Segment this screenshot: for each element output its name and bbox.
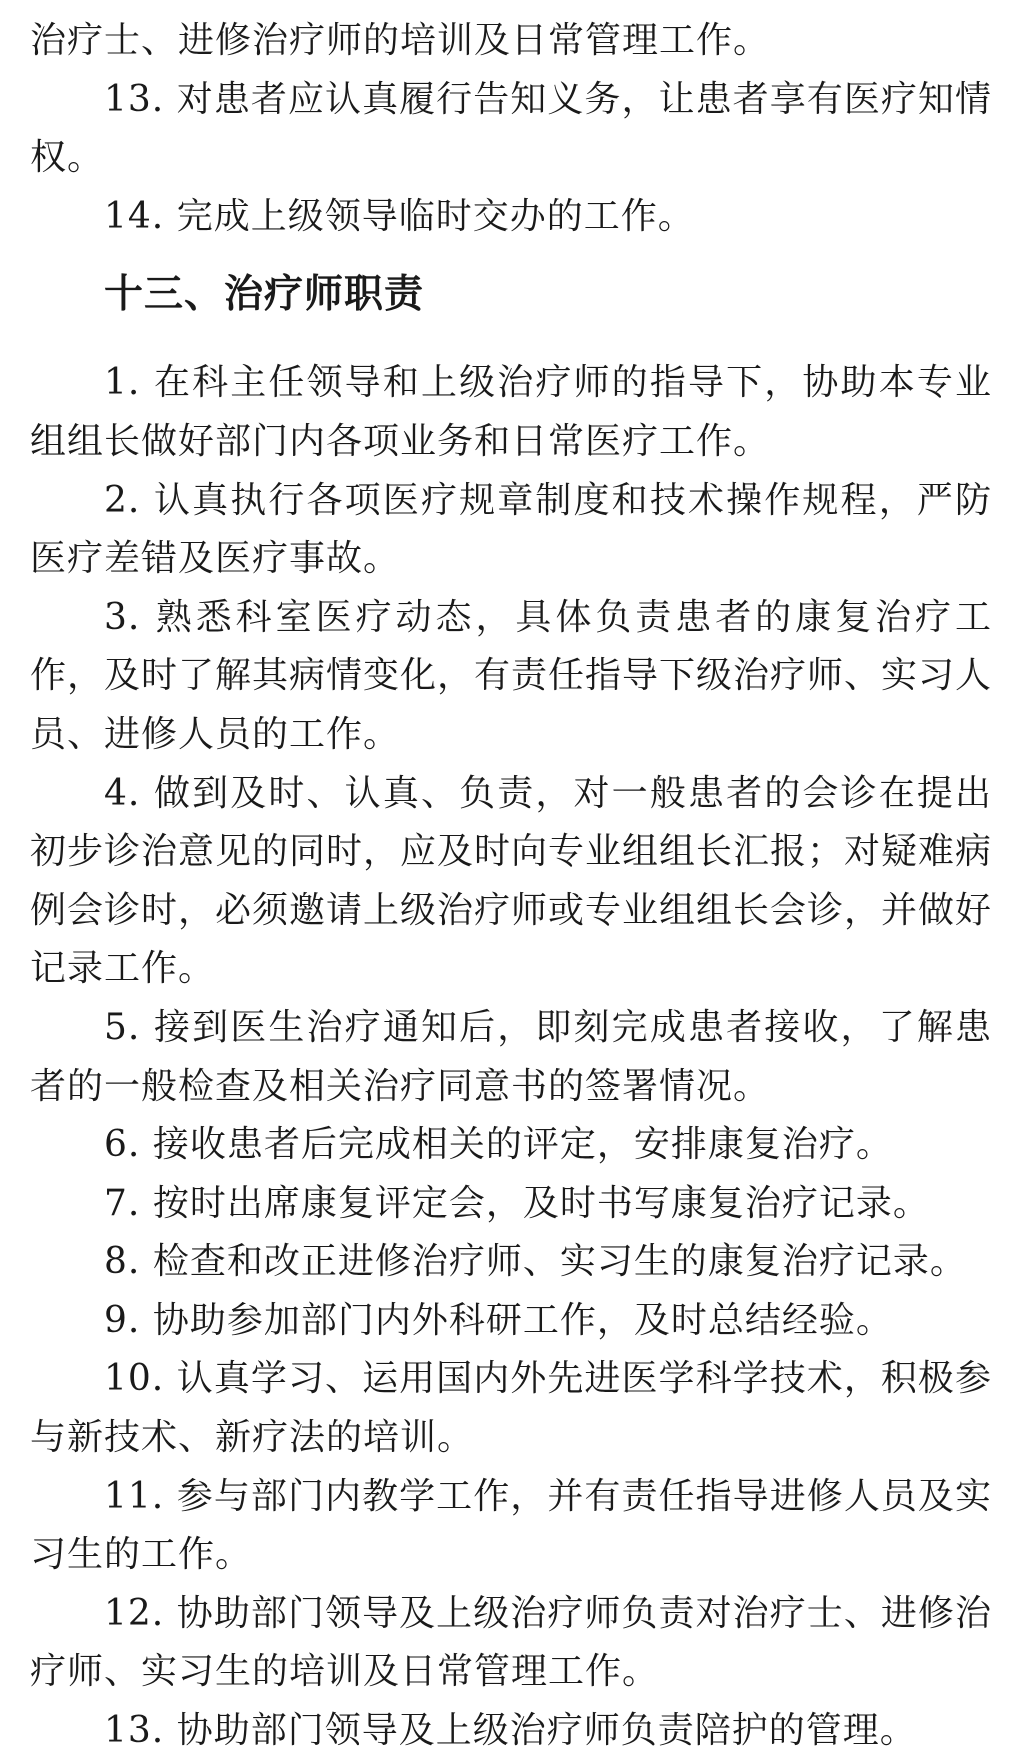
- item-number: 11.: [104, 1475, 165, 1517]
- section-heading: 十三、治疗师职责: [104, 272, 425, 318]
- continuation-tail: 治疗士、进修治疗师的培训及日常管理工作。: [30, 20, 771, 61]
- item-number: 4.: [104, 772, 141, 814]
- item-number: 3.: [104, 596, 141, 638]
- item-number: 2.: [104, 479, 141, 521]
- list-item: [30, 1233, 992, 1292]
- list-item: [30, 71, 992, 188]
- list-item: [30, 1292, 992, 1351]
- list-item: [30, 1585, 992, 1702]
- list-item: [30, 1175, 992, 1234]
- item-text: 认真执行各项医疗规章制度和技术操作规程，严防医疗差错及医疗事故。: [30, 479, 992, 580]
- list-item: [30, 999, 992, 1116]
- item-text: 检查和改正进修治疗师、实习生的康复治疗记录。: [152, 1241, 967, 1283]
- item-text: 参与部门内教学工作，并有责任指导进修人员及实习生的工作。: [30, 1475, 992, 1576]
- item-number: 10.: [104, 1358, 165, 1400]
- item-text: 熟悉科室医疗动态，具体负责患者的康复治疗工作，及时了解其病情变化，有责任指导下级治疗师、实习人员、进修人员的工作。: [30, 596, 993, 755]
- item-number: 9.: [104, 1299, 141, 1341]
- list-item: [30, 589, 992, 765]
- item-number: 14.: [104, 195, 165, 237]
- list-item: [30, 1350, 992, 1467]
- item-text: 做到及时、认真、负责，对一般患者的会诊在提出初步诊治意见的同时，应及时向专业组组长汇报；对疑难病例会诊时，必须邀请上级治疗师或专业组组长会诊，并做好记录工作。: [30, 772, 993, 990]
- item-number: 5.: [104, 1006, 141, 1048]
- item-text: 完成上级领导临时交办的工作。: [176, 195, 695, 237]
- item-number: 12.: [104, 1592, 165, 1634]
- item-text: 接到医生治疗通知后，即刻完成患者接收，了解患者的一般检查及相关治疗同意书的签署情况。: [30, 1006, 992, 1107]
- list-item: [30, 1468, 992, 1585]
- item-text: 协助部门领导及上级治疗师负责对治疗士、进修治疗师、实习生的培训及日常管理工作。: [30, 1592, 992, 1693]
- item-text: 接收患者后完成相关的评定，安排康复治疗。: [152, 1124, 893, 1166]
- list-item: [30, 1702, 992, 1761]
- item-text: 在科主任领导和上级治疗师的指导下，协助本专业组组长做好部门内各项业务和日常医疗工作。: [30, 362, 992, 462]
- document-page: [30, 12, 992, 1761]
- item-text: 认真学习、运用国内外先进医学科学技术，积极参与新技术、新疗法的培训。: [30, 1358, 992, 1459]
- list-item: [30, 354, 992, 471]
- item-number: 1.: [104, 362, 141, 404]
- item-number: 7.: [104, 1182, 141, 1224]
- list-item: [30, 765, 992, 999]
- item-text: 协助参加部门内外科研工作，及时总结经验。: [152, 1299, 893, 1341]
- list-item: [30, 1116, 992, 1175]
- list-item: [30, 472, 992, 589]
- item-number: 6.: [104, 1124, 141, 1166]
- item-text: 协助部门领导及上级治疗师负责陪护的管理。: [176, 1710, 917, 1752]
- item-text: 对患者应认真履行告知义务，让患者享有医疗知情权。: [30, 78, 992, 179]
- item-number: 13.: [104, 1710, 165, 1752]
- item-number: 8.: [104, 1241, 141, 1283]
- item-number: 13.: [104, 78, 165, 120]
- item-text: 按时出席康复评定会，及时书写康复治疗记录。: [152, 1182, 930, 1224]
- list-item: [30, 188, 992, 247]
